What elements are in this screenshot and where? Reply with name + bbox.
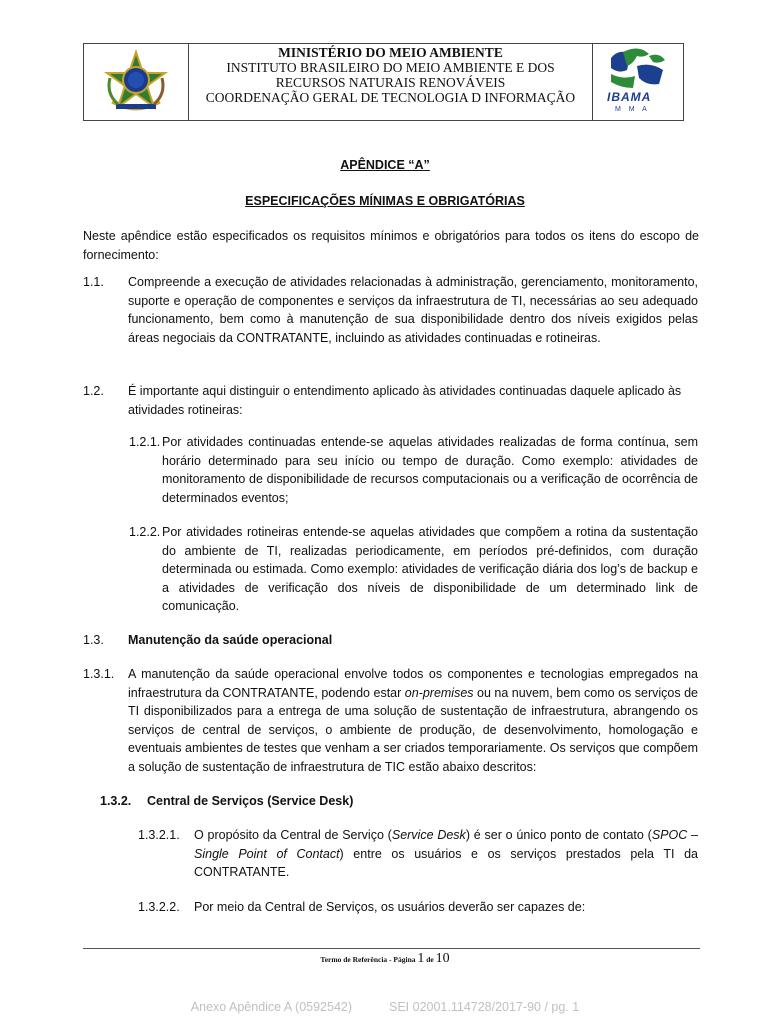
mma-logo-text: M M A [615,106,650,113]
institute-name-line2: RECURSOS NATURAIS RENOVÁVEIS [275,75,506,90]
footer-divider [83,948,700,949]
item-text-1-3-1-part2: ou na nuvem, bem como os serviços de TI disponibilizados para a entrega de uma solução de sustentação de infraestrutura, abrangendo os serviços de central de serviços, o ambiente de produção, de desenvolvimento, homologação e eventuais ambientes de testes que venham a ser criados temporariamente. Os serviços que compõem a solução de sustentação de infraestrutura de TIC estão abaixo descritos: [128,685,698,774]
item-number-1-2-1: 1.2.1. [129,435,161,449]
item-text-1-3-2-2: Por meio da Central de Serviços, os usuários deverão ser capazes de: [194,900,586,914]
coat-of-arms-icon [84,44,188,120]
document-header [83,43,684,121]
footer-of: de [426,955,434,964]
item-heading-1-3: Manutenção da saúde operacional [128,633,333,647]
item-text-1-2: É importante aqui distinguir o entendimento aplicado às atividades continuadas daquele aplicado às atividades rotineiras: [128,384,682,417]
item-text-1-3-2-1-part3: ) entre os usuários e os serviços prestados pela TI da CONTRATANTE. [194,846,698,879]
section-title: ESPECIFICAÇÕES MÍNIMAS E OBRIGATÓRIAS [245,194,525,208]
sei-stamp [0,1000,770,1014]
item-number-1-3-2-2: 1.3.2.2. [138,900,180,914]
intro-paragraph: Neste apêndice estão especificados os requisitos mínimos e obrigatórios para todos os itens do escopo de fornecimento: [83,229,699,262]
appendix-title: APÊNDICE “A” [340,158,430,172]
ibama-logo-icon [593,44,683,94]
item-text-1-2-2: Por atividades rotineiras entende-se aquelas atividades que compõem a rotina da sustentação do ambiente de TI, realizadas periodicamente, em períodos pré-definidos, com duração determinada ou estimada. Como exemplo: atividades de verificação diária dos log’s de backup e a atividades de verificação dos níveis de disponibilidade de um determinado link de comunicação. [162,525,698,613]
item-number-1-3-2: 1.3.2. [100,794,132,808]
item-text-1-3-2-1-part1: O propósito da Central de Serviço ( [194,828,392,842]
institute-name-line1: INSTITUTO BRASILEIRO DO MEIO AMBIENTE E DOS [226,60,555,75]
item-text-1-1: Compreende a execução de atividades relacionadas à administração, gerenciamento, monitoramento, suporte e operação de componentes e serviços da infraestrutura de TI, necessárias ao seu adequado funcionamento, bem como à manutenção de sua disponibilidade dentro dos níveis exigidos pelas áreas negociais da CONTRATANTE, incluindo as atividades continuadas e rotineiras. [128,275,698,345]
footer-page-total: 10 [435,951,450,966]
header-text [188,44,593,121]
coordination-name: COORDENAÇÃO GERAL DE TECNOLOGIA D INFORMAÇÃO [205,90,576,105]
item-text-1-3-1-part1: A manutenção da saúde operacional envolve todos os componentes e tecnologias empregados na infraestrutura da CONTRATANTE, podendo estar [128,667,698,700]
item-heading-1-3-2: Central de Serviços (Service Desk) [147,794,354,808]
item-number-1-3: 1.3. [83,633,104,647]
item-number-1-1: 1.1. [83,275,104,289]
item-number-1-3-2-1: 1.3.2.1. [138,828,180,842]
item-text-1-3-2-1-part2: ) é ser o único ponto de contato ( [465,828,652,842]
ibama-logo-text: IBAMA [607,90,652,104]
sei-process-number: SEI 02001.114728/2017-90 / pg. 1 [389,1000,580,1014]
brazil-coat-of-arms [84,44,189,120]
footer-page-number: 1 [417,951,425,966]
sei-annex-label: Anexo Apêndice A (0592542) [190,1000,353,1014]
ministry-name: MINISTÉRIO DO MEIO AMBIENTE [278,45,503,60]
item-number-1-3-1: 1.3.1. [83,667,115,681]
item-number-1-2: 1.2. [83,384,104,398]
item-text-1-3-1 [128,665,698,776]
page-footer [0,951,770,967]
item-text-1-3-2-1 [194,826,698,882]
footer-label: Termo de Referência - Página [320,955,416,964]
item-text-1-3-1-emphasis: on-premises [404,685,474,700]
item-text-1-2-1 [162,433,698,507]
item-text-1-3-2-1-emphasis2: SPOC – Single Point of Contact [194,828,698,861]
item-text-1-2-1-content: Por atividades continuadas entende-se aquelas atividades realizadas de forma contínua, sem horário determinado para seu início ou tempo de duração. Como exemplo: atividades de monitoramento de disponibilidade de recursos computacionais ou a verificação de ocorrência de determinados eventos; [162,435,698,505]
item-text-1-3-2-1-emphasis1: Service Desk [391,828,466,842]
item-number-1-2-2: 1.2.2. [129,525,161,539]
ibama-logo [592,44,683,120]
